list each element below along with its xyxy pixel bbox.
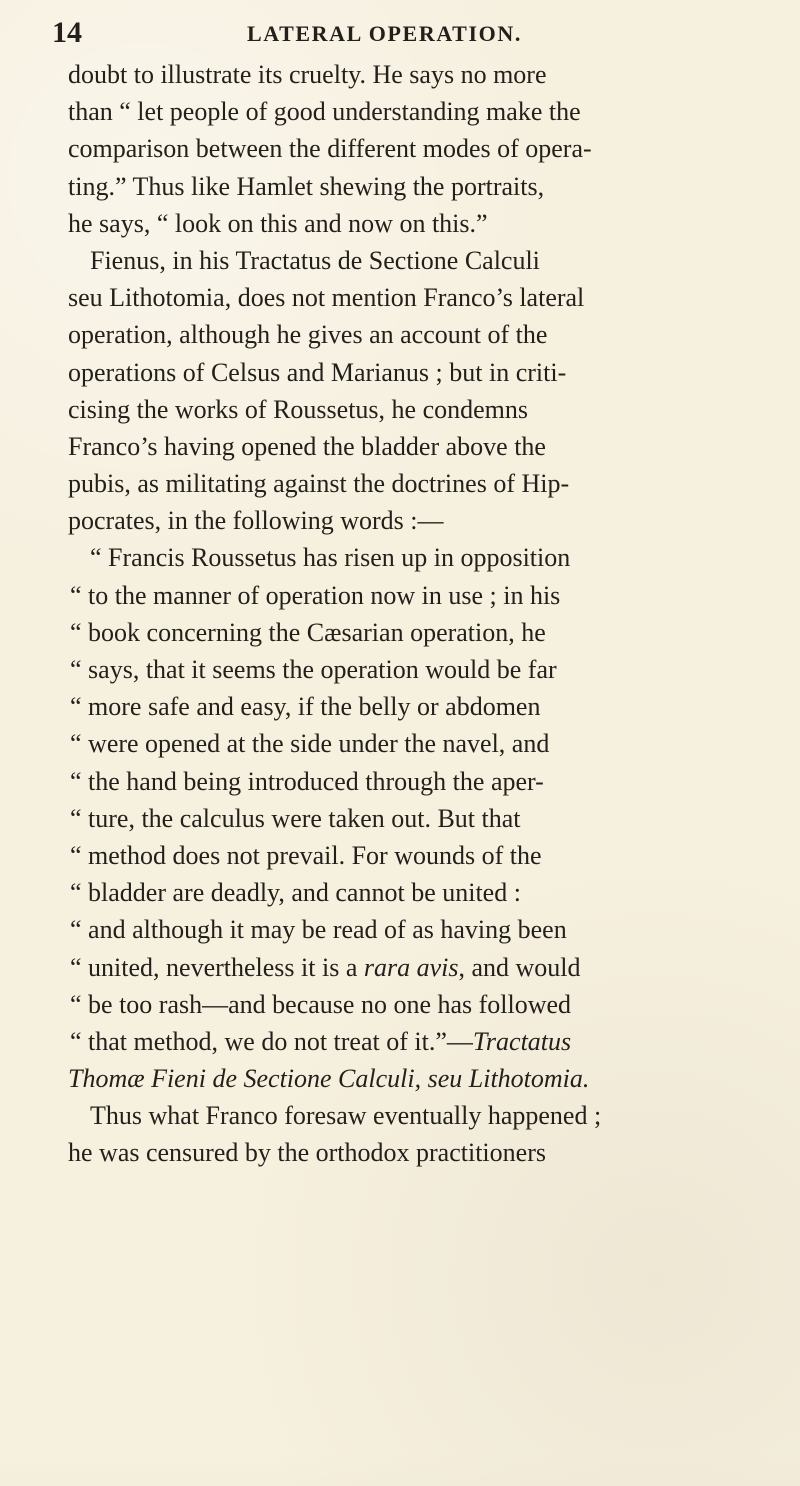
italic-phrase: rara avis [363, 952, 459, 982]
quote-line: “ ture, the calculus were taken out. But that [70, 803, 521, 833]
running-head: LATERAL OPERATION. [247, 21, 522, 46]
text-line: comparison between the different modes of opera- [68, 134, 592, 164]
quote-line-with-title [68, 1023, 744, 1060]
paper-shadow [0, 1456, 800, 1486]
body-text [68, 56, 744, 1172]
text-line: Franco’s having opened the bladder above the [68, 431, 546, 461]
text-line: pocrates, in the following words :— [68, 506, 444, 536]
quote-line-with-italic [68, 949, 744, 986]
text-line: ting.” Thus like Hamlet shewing the portraits, [68, 171, 545, 201]
paragraph-start: Thus what Franco foresaw eventually happened ; [90, 1101, 602, 1131]
quote-text: “ that method, we do not treat of it.”— [70, 1026, 473, 1056]
text-line: doubt to illustrate its cruelty. He says no more [68, 60, 547, 89]
italic-title: Tractatus [472, 1026, 572, 1056]
text-line: he was censured by the orthodox practitioners [68, 1138, 546, 1168]
text-line: cising the works of Roussetus, he condemns [68, 394, 529, 424]
quote-text: “ united, nevertheless it is a [70, 952, 364, 982]
italic-title-line: Thomæ Fieni de Sectione Calculi, seu Lithotomia. [68, 1064, 590, 1094]
text-line: operation, although he gives an account of the [68, 320, 548, 350]
quote-text: , and would [458, 952, 581, 982]
quote-line: “ bladder are deadly, and cannot be united : [70, 878, 521, 908]
text-line: operations of Celsus and Marianus ; but in criti- [68, 357, 567, 387]
quote-line: “ the hand being introduced through the aper- [70, 766, 544, 796]
quote-line: “ and although it may be read of as having been [70, 915, 567, 945]
text-line: he says, “ look on this and now on this.” [68, 208, 488, 238]
quote-line: “ method does not prevail. For wounds of the [70, 840, 542, 870]
quote-line: “ be too rash—and because no one has followed [70, 989, 572, 1019]
quote-line: “ says, that it seems the operation would be far [70, 655, 557, 684]
quote-line: “ more safe and easy, if the belly or abdomen [70, 692, 541, 722]
page-number: 14 [52, 16, 82, 49]
quote-line: “ Francis Roussetus has risen up in opposition [90, 543, 571, 573]
paragraph-start: Fienus, in his Tractatus de Sectione Calculi [90, 245, 540, 275]
quote-line: “ to the manner of operation now in use ; in his [70, 580, 561, 610]
text-line: pubis, as militating against the doctrines of Hip- [68, 469, 570, 499]
quote-line: “ were opened at the side under the navel, and [70, 729, 550, 759]
quote-line: “ book concerning the Cæsarian operation, he [70, 617, 546, 647]
page-header [52, 16, 740, 50]
text-line: seu Lithotomia, does not mention Franco’s lateral [68, 283, 585, 313]
text-line: than “ let people of good understanding make the [68, 97, 581, 127]
